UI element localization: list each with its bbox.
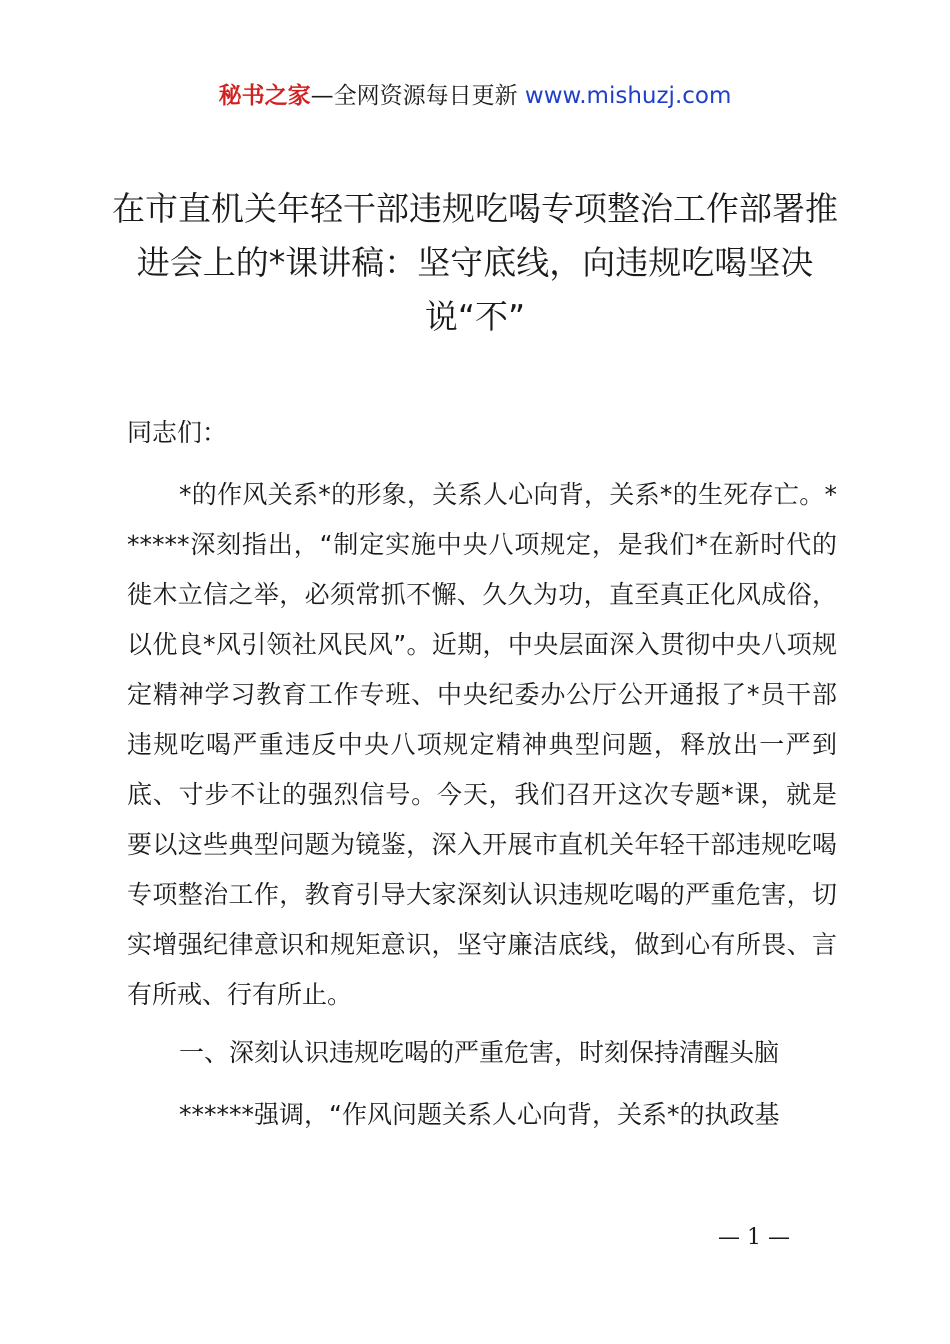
brand-name: 秘书之家 [218,83,311,109]
salutation: 同志们： [127,418,228,447]
body-paragraph: *的作风关系*的形象，关系人心向背，关系*的生死存亡。******深刻指出，“制定实施中央八项规定，是我们*在新时代的徙木立信之举，必须常抓不懈、久久为功，直至真正化风成俗，以优良*风引领社风民风”。近期，中央层面深入贯彻中央八项规定精神学习教育工作专班、中央纪委办公厅公开通报了*员干部违规吃喝严重违反中央八项规定精神典型问题，释放出一严到底、寸步不让的强烈信号。今天，我们召开这次专题*课，就是要以这些典型问题为镜鉴，深入开展市直机关年轻干部违规吃喝专项整治工作，教育引导大家深刻认识违规吃喝的严重危害，切实增强纪律意识和规矩意识，坚守廉洁底线，做到心有所畏、言有所戒、行有所止。 [127,480,837,1009]
body-paragraph: ******强调，“作风问题关系人心向背，关系*的执政基 [179,1100,780,1129]
site-url-link[interactable]: www.mishuzj.com [524,83,732,109]
header-slogan: —全网资源每日更新 [310,83,525,109]
header-banner [0,80,950,112]
document-title: 在市直机关年轻干部违规吃喝专项整治工作部署推进会上的*课讲稿：坚守底线，向违规吃喝坚决说“不” [112,189,838,336]
section-heading: 一、深刻认识违规吃喝的严重危害，时刻保持清醒头脑 [179,1038,780,1067]
page-number: — 1 — [718,1225,790,1250]
